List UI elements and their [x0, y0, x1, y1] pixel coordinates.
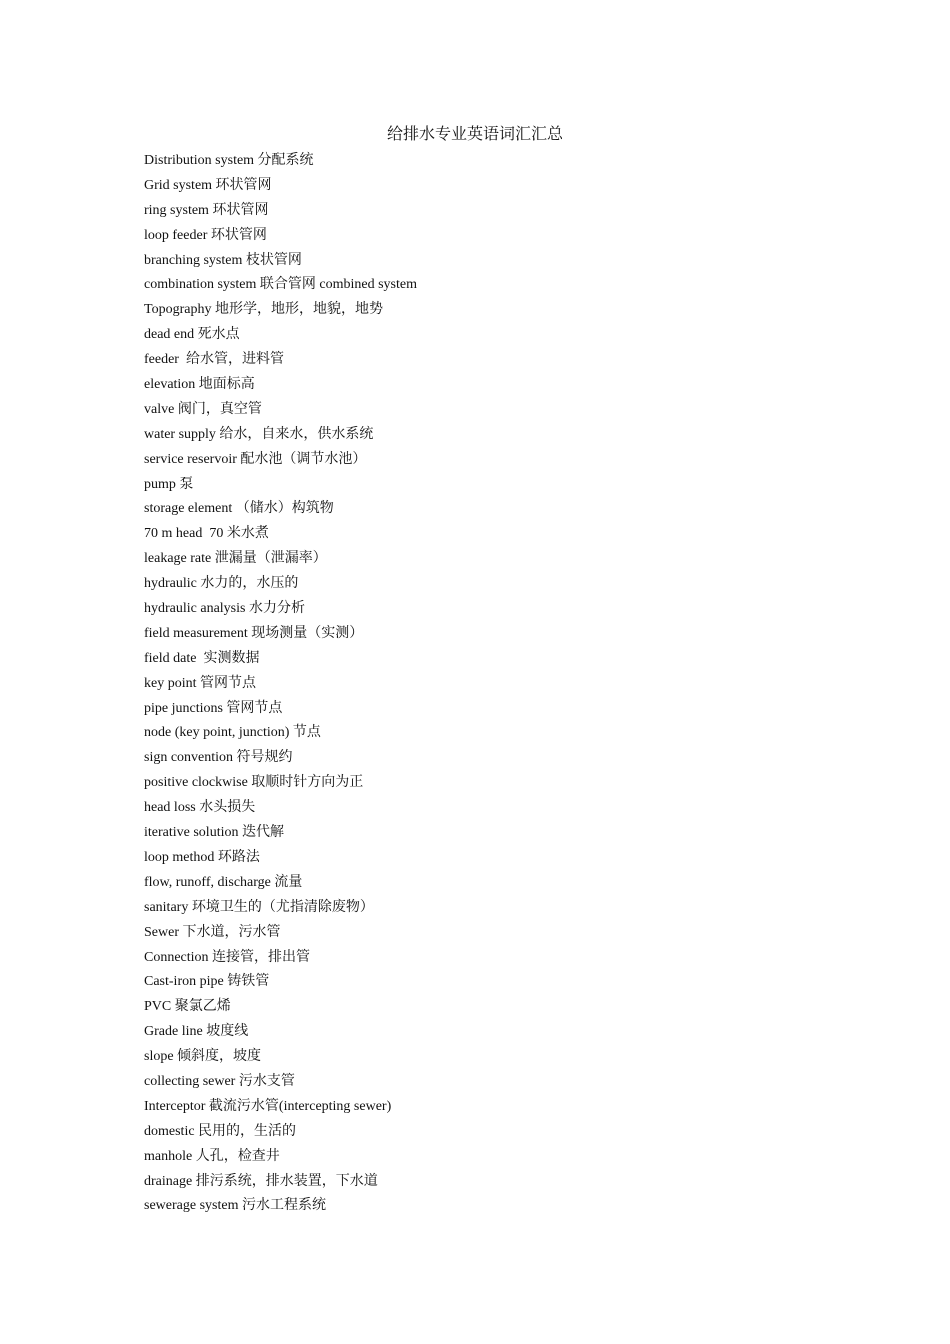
glossary-entry: storage element （储水）构筑物 [144, 501, 334, 517]
glossary-entry: node (key point, junction) 节点 [144, 725, 321, 741]
glossary-entry: collecting sewer 污水支管 [144, 1073, 295, 1089]
glossary-entry: sanitary 环境卫生的（尤指清除废物） [144, 899, 374, 915]
glossary-entry: Cast-iron pipe 铸铁管 [144, 974, 270, 990]
glossary-entry: leakage rate 泄漏量（泄漏率） [144, 551, 327, 567]
glossary-entry: hydraulic 水力的，水压的 [144, 576, 299, 592]
glossary-entry: field date 实测数据 [144, 650, 260, 666]
glossary-entry: Distribution system 分配系统 [144, 153, 314, 168]
glossary-entry: sign convention 符号规约 [144, 750, 293, 766]
glossary-entry: Topography 地形学，地形，地貌，地势 [144, 302, 383, 318]
glossary-entry: pipe junctions 管网节点 [144, 700, 283, 716]
glossary-entry: sewerage system 污水工程系统 [144, 1198, 326, 1214]
glossary-entry: Grid system 环状管网 [144, 177, 272, 193]
glossary-entry: feeder 给水管，进料管 [144, 352, 284, 368]
glossary-entry: hydraulic analysis 水力分析 [144, 601, 305, 617]
glossary-entry: loop feeder 环状管网 [144, 227, 267, 243]
glossary-entry: key point 管网节点 [144, 675, 256, 691]
glossary-entry: manhole 人孔，检查井 [144, 1148, 280, 1164]
glossary-entry: pump 泵 [144, 476, 194, 492]
glossary-entry: 70 m head 70 米水煮 [144, 526, 269, 542]
glossary-entry: loop method 环路法 [144, 849, 260, 865]
glossary-entry: water supply 给水，自来水，供水系统 [144, 426, 374, 442]
glossary-entry: combination system 联合管网 combined system [144, 277, 417, 293]
glossary-entry: dead end 死水点 [144, 327, 240, 343]
glossary-entry: Sewer 下水道，污水管 [144, 924, 281, 940]
glossary-entry: domestic 民用的，生活的 [144, 1123, 297, 1139]
glossary-entry: slope 倾斜度，坡度 [144, 1049, 262, 1065]
glossary-entry: Grade line 坡度线 [144, 1024, 249, 1040]
glossary-entry: branching system 枝状管网 [144, 252, 302, 268]
glossary-entry: positive clockwise 取顺时针方向为正 [144, 775, 364, 791]
glossary-entry: elevation 地面标高 [144, 377, 255, 393]
glossary-entry: valve 阀门，真空管 [144, 401, 262, 417]
glossary-entry: iterative solution 迭代解 [144, 825, 284, 841]
glossary-entry: Connection 连接管，排出管 [144, 949, 311, 965]
glossary-entry: field measurement 现场测量（实测） [144, 625, 364, 641]
glossary-entry: Interceptor 截流污水管(intercepting sewer) [144, 1098, 392, 1114]
glossary-entry: PVC 聚氯乙烯 [144, 999, 231, 1015]
document-title: 给排水专业英语词汇汇总 [386, 126, 563, 143]
glossary-entry: head loss 水头损失 [144, 800, 256, 816]
glossary-entry: flow, runoff, discharge 流量 [144, 874, 303, 890]
glossary-list [144, 151, 417, 1221]
glossary-entry: ring system 环状管网 [144, 202, 269, 218]
glossary-entry: service reservoir 配水池（调节水池） [144, 451, 367, 467]
glossary-entry: drainage 排污系统，排水装置，下水道 [144, 1173, 378, 1189]
